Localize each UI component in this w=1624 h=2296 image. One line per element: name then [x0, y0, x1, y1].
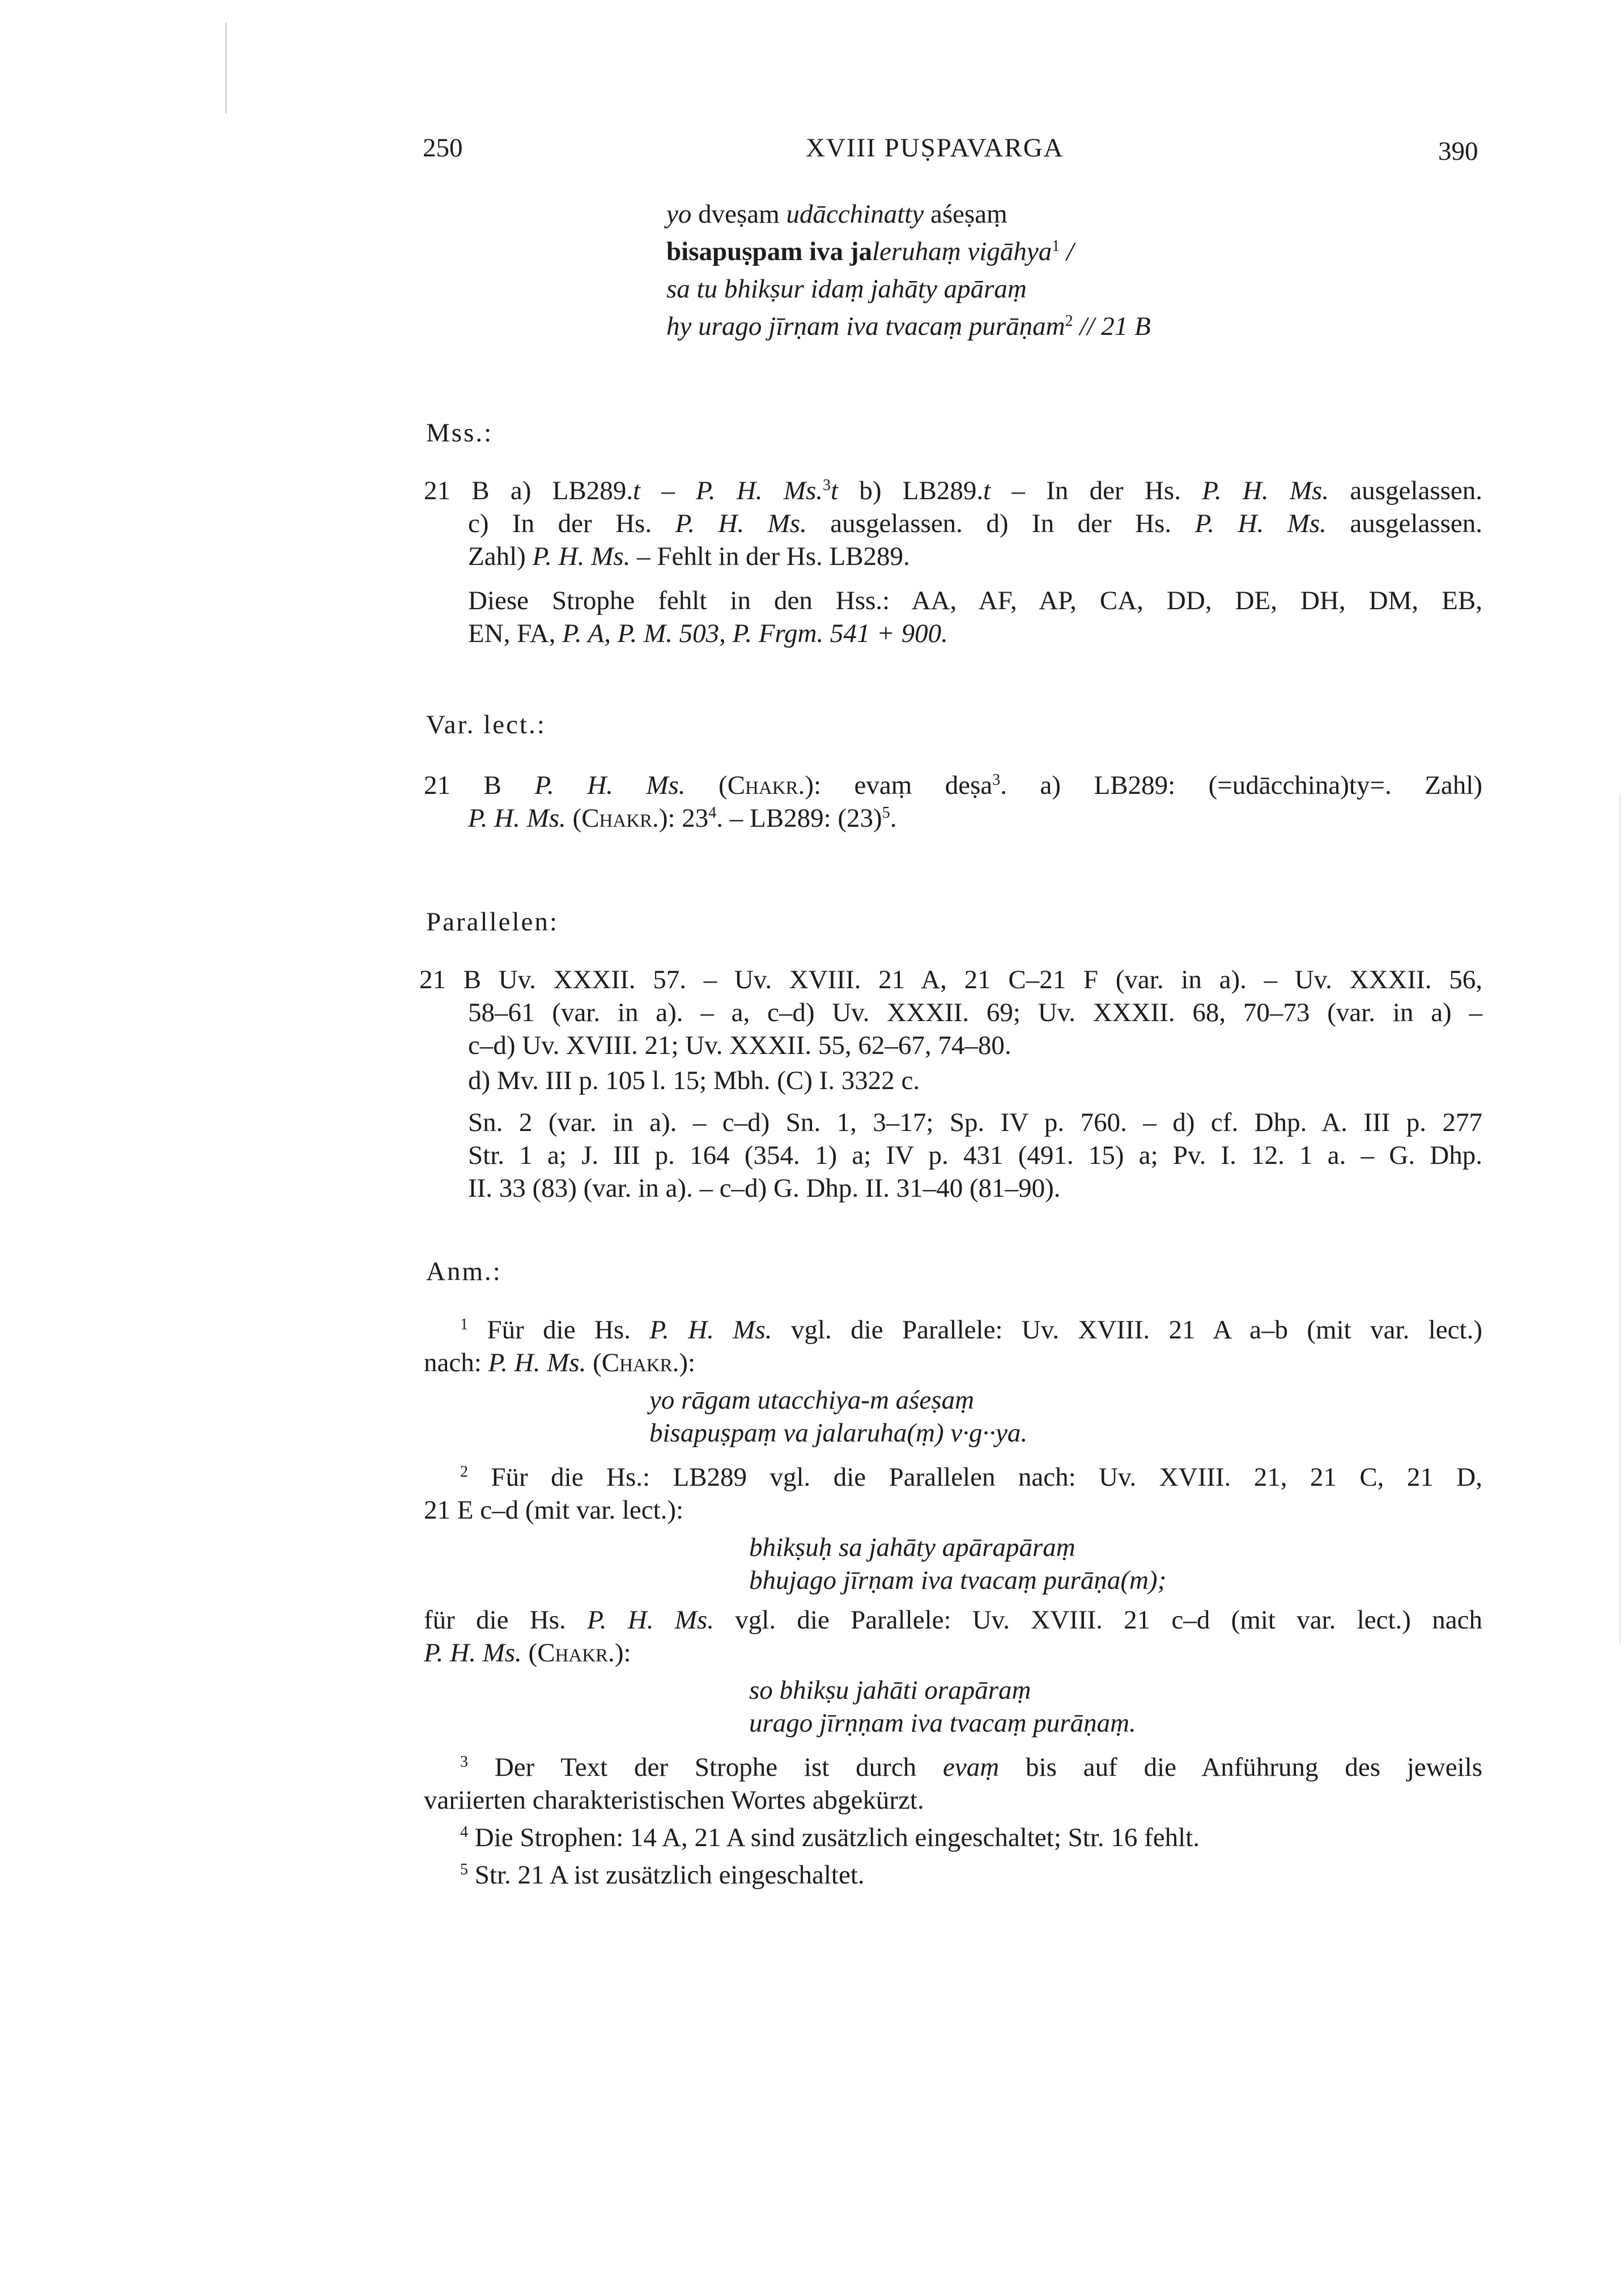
anm-block: [424, 1313, 1482, 1891]
parallelen-line-4: d) Mv. III p. 105 l. 15; Mbh. (C) I. 3322 c.: [468, 1066, 920, 1095]
parallelen-line-5: Sn. 2 (var. in a). – c–d) Sn. 1, 3–17; Sp. IV p. 760. – d) cf. Dhp. A. III p. 277: [468, 1108, 1482, 1137]
mss-line-3: Zahl) P. H. Ms. – Fehlt in der Hs. LB289.: [468, 542, 910, 571]
note-1-quote-1: yo rāgam utacchiya-m aśeṣaṃ: [649, 1385, 975, 1415]
verse-line-1: yo dveṣam udācchinatty aśeṣaṃ: [666, 199, 1007, 229]
note-3-line-2: variierten charakteristischen Wortes abgekürzt.: [424, 1785, 924, 1815]
mss-line-1: 21 B a) LB289.t – P. H. Ms.$^3$t b) LB289.t – In der Hs. P. H. Ms. ausgelassen.: [424, 476, 1483, 505]
page-number-left: 250: [423, 133, 463, 163]
note-2-line-4: P. H. Ms. (Chakr.):: [424, 1638, 631, 1668]
scan-edge-line: [226, 23, 227, 113]
parallelen-line-3: c–d) Uv. XVIII. 21; Uv. XXXII. 55, 62–67, 74–80.: [468, 1031, 1011, 1060]
note-4: $^4$ Die Strophen: 14 A, 21 A sind zusätzlich eingeschaltet; Str. 16 fehlt.: [460, 1823, 1200, 1852]
mss-line-5: EN, FA, P. A, P. M. 503, P. Frgm. 541 + 900.: [468, 619, 948, 648]
parallelen-line-6: Str. 1 a; J. III p. 164 (354. 1) a; IV p. 431 (491. 15) a; Pv. I. 12. 1 a. – G. Dhp.: [468, 1141, 1482, 1170]
verse-line-2: bisapuṣpam iva jaleruhaṃ vigāhya$^1$ /: [666, 237, 1074, 266]
section-heading-anm: Anm.:: [426, 1257, 502, 1286]
verse-line-3: sa tu bhikṣur idaṃ jahāty apāraṃ: [666, 274, 1027, 304]
note-1-line-1: $^1$ Für die Hs. P. H. Ms. vgl. die Parallele: Uv. XVIII. 21 A a–b (mit var. lect.): [460, 1315, 1482, 1345]
page-number-right: 390: [1438, 137, 1478, 166]
note-3-line-1: $^3$ Der Text der Strophe ist durch evaṃ bis auf die Anführung des jeweils: [460, 1753, 1482, 1782]
note-2-quote-3: so bhikṣu jahāti orapāraṃ: [749, 1676, 1031, 1705]
scan-edge-line: [1619, 793, 1621, 1643]
mss-block: [424, 474, 1482, 650]
parallelen-line-2: 58–61 (var. in a). – a, c–d) Uv. XXXII. 69; Uv. XXXII. 68, 70–73 (var. in a) –: [468, 998, 1482, 1027]
note-1-line-2: nach: P. H. Ms. (Chakr.):: [424, 1348, 696, 1377]
parallelen-block: [419, 963, 1482, 1205]
var-lect-line-1: 21 B P. H. Ms. (Chakr.): evaṃ deṣa$^3$. a) LB289: (=udācchina)ty=. Zahl): [424, 771, 1482, 800]
note-5: $^5$ Str. 21 A ist zusätzlich eingeschaltet.: [460, 1860, 865, 1890]
note-2-line-3: für die Hs. P. H. Ms. vgl. die Parallele: Uv. XVIII. 21 c–d (mit var. lect.) nach: [424, 1605, 1482, 1635]
verse-line-4: hy urago jīrṇam iva tvacaṃ purāṇam$^2$ // 21 B: [666, 312, 1151, 341]
note-2-quote-2: bhujago jīrṇam iva tvacaṃ purāṇa(m);: [749, 1566, 1167, 1595]
section-heading-parallelen: Parallelen:: [426, 907, 559, 937]
mss-line-2: c) In der Hs. P. H. Ms. ausgelassen. d) In der Hs. P. H. Ms. ausgelassen.: [468, 509, 1482, 538]
parallelen-line-7: II. 33 (83) (var. in a). – c–d) G. Dhp. II. 31–40 (81–90).: [468, 1173, 1061, 1203]
note-1-quote-2: bisapuṣpaṃ va jalaruha(ṃ) v·g··ya.: [649, 1418, 1028, 1448]
note-2-line-2: 21 E c–d (mit var. lect.):: [424, 1495, 684, 1525]
mss-line-4: Diese Strophe fehlt in den Hss.: AA, AF, AP, CA, DD, DE, DH, DM, EB,: [468, 586, 1482, 615]
note-2-quote-1: bhikṣuḥ sa jahāty apārapāraṃ: [749, 1533, 1075, 1562]
section-heading-var-lect: Var. lect.:: [426, 710, 546, 739]
verse-block: [666, 195, 1151, 345]
note-2-quote-4: urago jīrṇṇam iva tvacaṃ purāṇaṃ.: [749, 1708, 1136, 1738]
parallelen-line-1: 21 B Uv. XXXII. 57. – Uv. XVIII. 21 A, 21 C–21 F (var. in a). – Uv. XXXII. 56,: [419, 965, 1482, 994]
running-title: XVIII PUṢPAVARGA: [806, 133, 1064, 163]
note-2-line-1: $^2$ Für die Hs.: LB289 vgl. die Parallelen nach: Uv. XVIII. 21, 21 C, 21 D,: [460, 1462, 1482, 1492]
var-lect-line-2: P. H. Ms. (Chakr.): $23^4$. – LB289: $(23)^5$.: [468, 803, 897, 833]
var-lect-block: [424, 769, 1482, 835]
section-heading-mss: Mss.:: [426, 418, 494, 448]
